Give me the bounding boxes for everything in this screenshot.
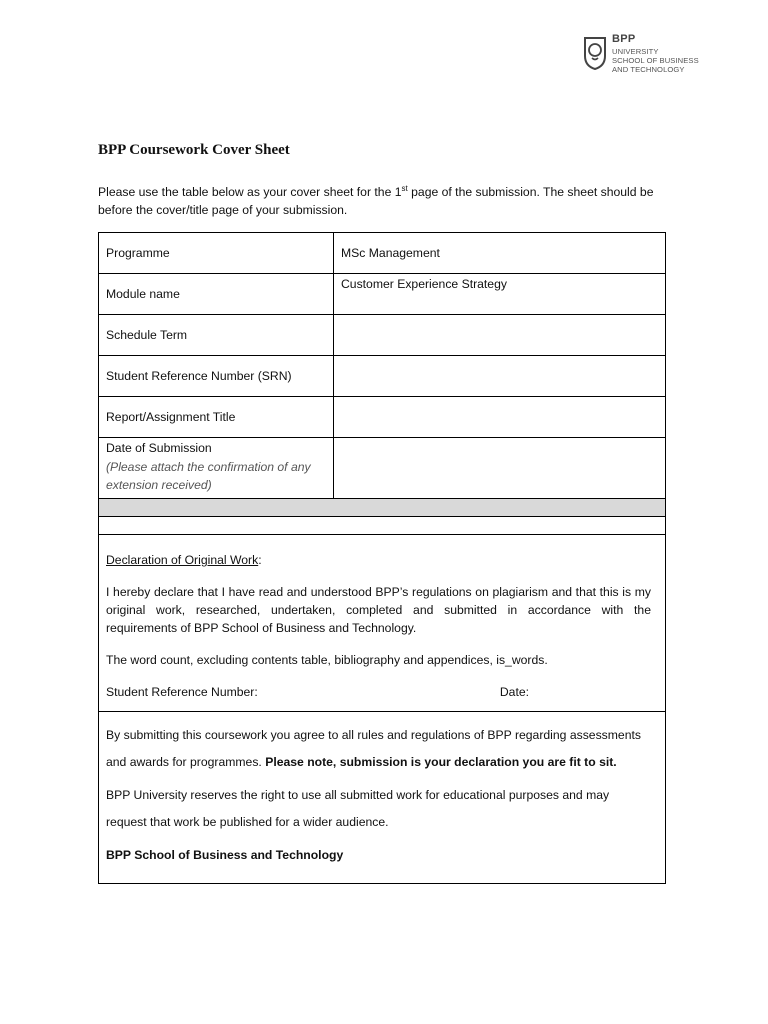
table-row [99,356,666,397]
intro-part-2: page of the submission. The sheet should be before the cover/title page of your submission. [98,185,654,217]
assignment-title-value[interactable] [334,397,666,438]
terms-fit-to-sit: Please note, submission is your declaration you are fit to sit. [265,755,617,769]
terms-row [99,712,666,884]
declaration-cell [99,535,666,712]
submission-date-value[interactable] [334,438,666,499]
table-row [99,233,666,274]
declaration-para-1: I hereby declare that I have read and understood BPP’s regulations on plagiarism and that this is my original work, researched, undertaken, completed and submitted in accordance with the requirements of BPP School of Business and Technology. [106,585,651,635]
signature-line [106,683,651,701]
srn-label: Student Reference Number (SRN) [99,356,334,397]
grey-separator-row [99,499,666,517]
terms-footer: BPP School of Business and Technology [106,848,344,862]
declaration-colon: : [258,553,262,567]
srn-value[interactable] [334,356,666,397]
submission-date-cell [99,438,334,499]
table-row [99,274,666,315]
intro-part-1: Please use the table below as your cover sheet for the 1 [98,185,402,199]
page-title: BPP Coursework Cover Sheet [98,142,290,158]
bpp-logo [583,30,723,76]
date-signature-label: Date: [499,685,529,699]
module-name-label: Module name [99,274,334,315]
declaration-heading-text: Declaration of Original Work [106,553,259,567]
intro-superscript: st [401,183,408,193]
module-name-value[interactable]: Customer Experience Strategy [334,274,666,315]
declaration-row [99,535,666,712]
blank-row [99,517,666,535]
table-row [99,397,666,438]
terms-text: By submitting this coursework you agree to all rules and regulations of BPP regarding assessments and awards for programmes. [106,728,641,769]
logo-line-2: SCHOOL OF BUSINESS [612,56,699,65]
lion-shield-icon [583,36,607,70]
logo-line-3: AND TECHNOLOGY [612,65,685,74]
declaration-heading [106,551,651,569]
submission-date-note: (Please attach the confirmation of any extension received) [106,460,311,492]
submission-date-label: Date of Submission [106,441,212,455]
schedule-term-label: Schedule Term [99,315,334,356]
terms-para-2: BPP University reserves the right to use all submitted work for educational purposes and may request that work be published for a wider audience. [106,788,610,829]
programme-value[interactable]: MSc Management [334,233,666,274]
logo-line-1: UNIVERSITY [612,47,659,56]
srn-signature-label: Student Reference Number: [106,685,258,699]
schedule-term-value[interactable] [334,315,666,356]
table-row [99,315,666,356]
cover-sheet-table [98,232,666,884]
terms-para-1 [106,722,651,776]
terms-cell [99,712,666,884]
declaration-para-2: The word count, excluding contents table, bibliography and appendices, is_words. [106,653,548,667]
logo-brand: BPP [612,33,636,45]
intro-text [98,183,670,219]
assignment-title-label: Report/Assignment Title [99,397,334,438]
programme-label: Programme [99,233,334,274]
table-row [99,438,666,499]
